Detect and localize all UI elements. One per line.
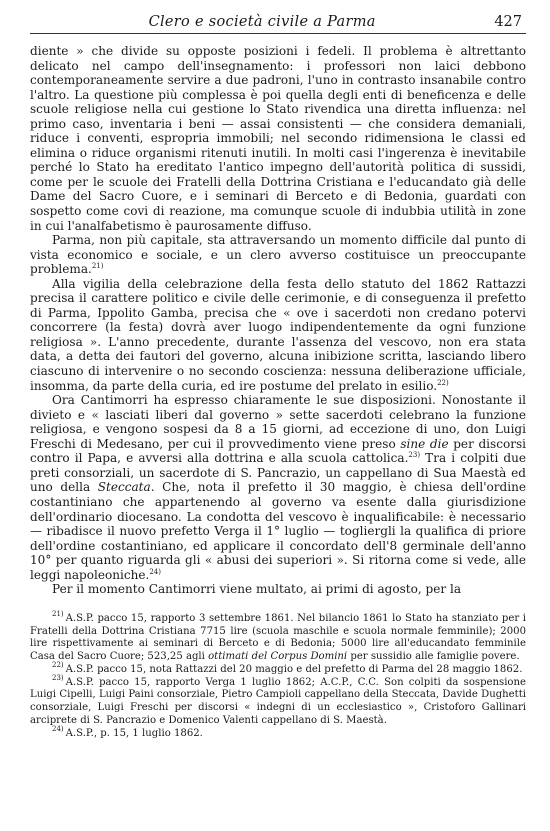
- italic-text: Steccata: [97, 480, 151, 495]
- footnote: [30, 725, 526, 741]
- footnote: [30, 610, 526, 664]
- italic-text: ottimati del Corpus Domini: [208, 651, 348, 663]
- footnote-ref: 21): [91, 262, 104, 271]
- footnote-ref: 23): [408, 451, 421, 460]
- footnote-number: 22): [52, 661, 64, 670]
- footnote-ref: 22): [437, 378, 449, 387]
- text-run: Tra i colpiti due preti consorziali, un sacerdote di S. Pancrazio, un cappellano di Sua Maestà ed uno della: [30, 451, 527, 495]
- paragraph: [30, 393, 526, 582]
- running-title: Clero e società civile a Parma: [148, 14, 376, 30]
- paragraph: [30, 277, 526, 393]
- text-run: Alla vigilia della celebrazione della festa dello statuto del 1862 Rattazzi precisa il carattere politico e civile delle cerimonie, e di conseguenza il prefetto di Parma, Ippolito Gamba, precisa che « ove i sacerdoti non credano potervi concorrere (la festa) dovrà aver luogo indipendentemente da ogni funzione religiosa ». L'anno precedente, durante l'assenza del vescovo, non era stata data, a detta dei fautori del governo, alcuna inibizione scritta, lasciando libero ciascuno di intervenire o no secondo coscienza: nessuna deliberazione ufficiale, insomma, da parte della curia, ed ire postume del prelato in esilio.: [30, 276, 526, 393]
- page-number: 427: [494, 14, 522, 30]
- footnote-number: 21): [52, 610, 64, 619]
- footnote-number: 23): [52, 674, 64, 683]
- footnote: [30, 674, 526, 728]
- paragraph: [30, 582, 526, 597]
- text-run: per discorsi contro il Papa, e avversi alla dottrina e alla scuola cattolica.: [30, 436, 526, 466]
- footnotes: [30, 610, 526, 741]
- text-run: . Che, nota il prefetto il 30 maggio, è chiesa dell'ordine costantiniano che appartenendo al governo va esente dalla giurisdizione dell'ordinario diocesano. La condotta del vescovo è inqualificabile: è necessario — ribadisce il nuovo prefetto Verga il 1° luglio — togliergli la qualifica di priore dell'ordine costantiniano, ed applicare il concordato dell'8 germinale dell'anno 10° per quanto riguarda gli « abusi dei superiori ». Si ritorna come si vede, alle leggi napoleoniche.: [30, 480, 526, 582]
- footnote-number: 24): [52, 725, 64, 734]
- body-text: [30, 44, 526, 597]
- text-run: Per il momento Cantimorri viene multato, ai primi di agosto, per la: [52, 582, 462, 597]
- footnote: [30, 661, 526, 677]
- text-run: A.S.P. pacco 15, rapporto 3 settembre 1861. Nel bilancio 1861 lo Stato ha stanziato per i Fratelli della Dottrina Cristiana 7715 lire (scuola maschile e scuola normale femminile); 2000 lire rispettivamente ai seminari di Berceto e di Bedonia; 5000 lire all'educandato femminile Casa del Sacro Cuore; 523,25 agli: [30, 612, 526, 663]
- text-run: Parma, non più capitale, sta attraversando un momento difficile dal punto di vista economico e sociale, e un clero avverso costituisce un preoccupante problema.: [30, 233, 526, 277]
- footnote-ref: 24): [149, 567, 161, 576]
- paragraph: [30, 44, 526, 233]
- paragraph: [30, 233, 526, 277]
- text-run: A.S.P. pacco 15, rapporto Verga 1 luglio 1862; A.C.P., C.C. Son colpiti da sospensione Luigi Cipelli, Luigi Paini consorziale, Pietro Campioli cappellano della Steccata, Davide Dughetti consorziale, Luigi Freschi per discorsi « indegni di un ecclesiastico », Cristoforo Gallinari arciprete di S. Pancrazio e Domenico Valenti cappellano di S. Maestà.: [30, 676, 526, 726]
- text-run: diente » che divide su opposte posizioni i fedeli. Il problema è altrettanto delicato nel campo dell'insegnamento: i professori non laici debbono contemporaneamente servire a due padroni, l'uno in contrasto insanabile contro l'altro. La questione più complessa è poi quella degli enti di beneficenza e delle scuole religiose nella cui gestione lo Stato rivendica una diretta influenza: nel primo caso, inventaria i beni — assai consistenti — che considera demaniali, riduce i conventi, espropria immobili; nel secondo ridimensiona le classi ed elimina o riduce organismi ritenuti inutili. In molti casi l'ingerenza è inevitabile perché lo Stato ha ereditato l'antico impegno dell'autorità politica di sussidi, come per le scuole dei Fratelli della Dottrina Cristiana e l'educandato già delle Dame del Sacro Cuore, e i seminari di Berceto e di Bedonia, guardati con sospetto come covi di reazione, ma comunque scuole di indubbia utilità in zone in cui l'analfabetismo è paurosamente diffuso.: [30, 44, 526, 233]
- text-run: per sussidio alle famiglie povere.: [347, 651, 520, 663]
- text-run: A.S.P., p. 15, 1 luglio 1862.: [65, 727, 203, 739]
- italic-text: sine die: [400, 436, 449, 451]
- text-run: Ora Cantimorri ha espresso chiaramente le sue disposizioni. Nonostante il divieto e « lasciati liberi dal governo » sette sacerdoti celebrano la funzione religiosa, e vengono sospesi da 8 a 15 giorni, ad eccezione di uno, don Luigi Freschi di Medesano, per cui il provvedimento viene preso: [30, 393, 526, 451]
- running-header: [30, 14, 526, 34]
- text-run: A.S.P. pacco 15, nota Rattazzi del 20 maggio e del prefetto di Parma del 28 maggio 1862.: [65, 663, 523, 675]
